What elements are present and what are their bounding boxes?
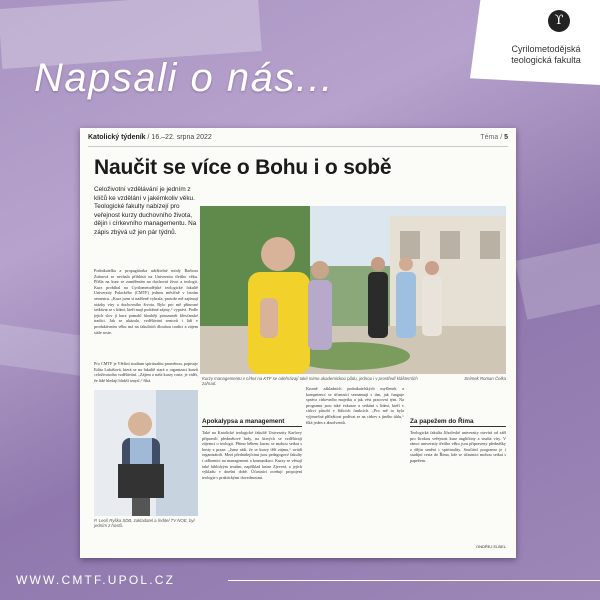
footer-url[interactable]: WWW.CMTF.UPOL.CZ bbox=[16, 573, 176, 587]
footer-divider bbox=[228, 580, 600, 581]
article-column-2: Také na Katolické teologické fakultě Univerzity Karlovy připravili předmětové řady, na kterých se vzdělávají zájemci o teologii. Přímo během kurzu se mohou setkat s hosty z praxe. „Jsme rádi, že se kurzy těší zájmu,“ uvádí organizátoři. Mezi přednášejícími jsou pedagogové fakulty i odborníci na management a komunikaci. Kurzy se věnují také biblickým textům, například knize Zjevení, a jejich výkladu v dnešní době. Účastníci oceňují propojení teologie s praktickými dovednostmi. bbox=[202, 430, 302, 480]
faculty-logo-icon: ϒ bbox=[548, 10, 570, 32]
logo-panel bbox=[470, 0, 600, 85]
newspaper-clipping bbox=[80, 128, 516, 558]
speaker-photo bbox=[94, 390, 198, 516]
newspaper-section: Téma / 5 bbox=[480, 134, 508, 141]
photo-caption: Kurzy managementu v církvi na KTF se odehrávají také mimo akademickou půdu, jednou i v prostředí klášterních zahrad. bbox=[202, 376, 418, 387]
newspaper-issue: / 16.–22. srpna 2022 bbox=[147, 134, 212, 141]
speaker-caption: P. Leoš Ryška SDB, zakladatel a ředitel TV NOE, byl jedním z hostů. bbox=[94, 518, 195, 529]
subheading-apokalypsa: Apokalypsa a management bbox=[202, 418, 302, 427]
newspaper-name: Katolický týdeník bbox=[88, 134, 146, 141]
page-number: 5 bbox=[504, 134, 508, 141]
section-name: Téma bbox=[480, 134, 499, 141]
photo-credit: Snímek Roman Čelka bbox=[464, 376, 506, 381]
faculty-name: Cyrilometodějská teologická fakulta bbox=[511, 44, 581, 65]
article-author: ONDŘEJ ELBEL bbox=[475, 544, 506, 549]
article-column-1b: Pro CMTF je Většiní studium spiritualitu proměnou, popisuje Edita Lukášová, která se na fakultě stará o organizaci kurzů celoživotního vzdělávání. „Zájem o naše kurzy roste, je vidět, že lidé hledají hlubší smysl,“ říká. bbox=[94, 361, 198, 383]
main-photo bbox=[200, 206, 506, 374]
page-headline: Napsali o nás... bbox=[34, 56, 334, 100]
speaker-at-podium-photo bbox=[94, 390, 198, 516]
article-title: Naučit se více o Bohu i o sobě bbox=[94, 156, 392, 179]
subheading-rim: Za papežem do Říma bbox=[410, 418, 506, 427]
newspaper-header bbox=[88, 134, 508, 147]
article-lede: Celoživotní vzdělávání je jedním z klíčů ke vzdělání v jakémkoliv věku. Teologické fakulty nabízejí pro veřejnost kurzy duchovního života, dějin i církevního managementu. Na zápis zbývá už jen pár týdnů. bbox=[94, 186, 197, 236]
article-column-4: Teologická fakulta Jihočeské univerzity otevírá od září pro širokou veřejnost kurz angličtiny a studia víry. V rámci univerzity třetího věku jsou připraveny přednášky z dějin umění i spirituality. Součástí programu je i studijní cesta do Říma, kde se účastníci mohou setkat s papežem. bbox=[410, 430, 506, 463]
article-column-1: Podnikatelka a propagátorka udržitelné módy Barbora Zubrová se nechala přihlásit na Univerzitu třetího věku. Přišla na kurz se zaměřením na duchovní život a teologii. Kurz probíhal na Cyrilometodějské teologické fakultě Univerzity Palackého (CMTF) jednou měsíčně v letním semestru. „Kurz jsem si nadšeně vybrala, protože mě zajímají otázky víry a duchovního života. Bylo pro mě přínosné setkávat se s lidmi, kteří mají podobné zájmy,“ vypráví. Podle jejích slov jí kurz pomohl hlouběji porozumět křesťanské tradici. Jak se ukázalo, vzdělávání seniorů i lidí v produktivním věku má na fakultách dlouhou tradici a zájem stále roste. bbox=[94, 268, 198, 335]
article-column-3: Kromě základních podnikatelských myšlenek a kompetencí se účastníci seznamují s tím, jak funguje správa církevního majetku a jak vést pracovní tým. Na programu jsou také exkurze a setkání s lidmi, kteří v církvi působí v řídicích funkcích. „Pro mě to byla výjimečná příležitost podívat se na církev z jiného úhlu,“ říká jeden z absolventů. bbox=[306, 386, 404, 425]
garden-group-photo bbox=[200, 206, 506, 374]
